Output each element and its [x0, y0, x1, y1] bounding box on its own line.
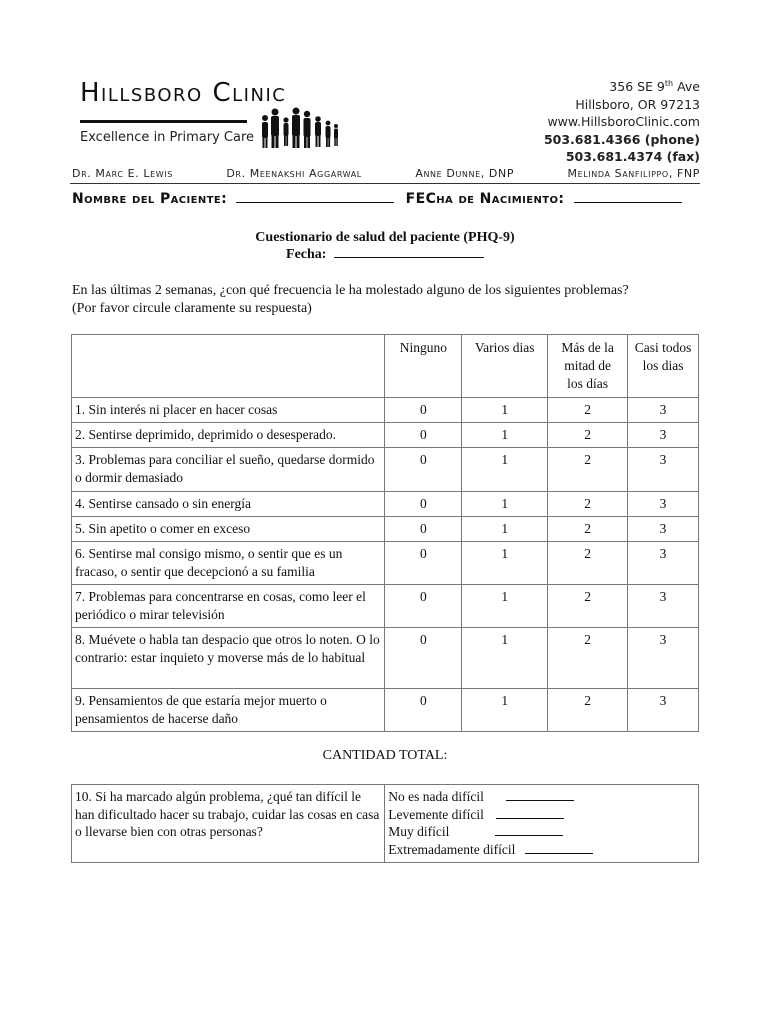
table-row — [72, 492, 699, 517]
column-header: Ninguno — [385, 335, 462, 398]
score-option[interactable]: 1 — [462, 628, 548, 689]
patient-info-row — [72, 191, 700, 207]
score-option[interactable]: 0 — [385, 689, 462, 732]
instructions — [72, 282, 712, 318]
column-header: Más de la mitad de los días — [548, 335, 628, 398]
score-option[interactable]: 1 — [462, 448, 548, 492]
form-title: Cuestionario de salud del paciente (PHQ-9) — [255, 230, 515, 245]
header-divider — [70, 183, 700, 184]
table-row — [72, 398, 699, 423]
form-date-row — [0, 246, 770, 263]
table-row — [72, 517, 699, 542]
address-city: Hillsboro, OR 97213 — [575, 96, 700, 112]
staff-member: Anne Dunne, DNP — [415, 167, 515, 180]
score-option[interactable]: 0 — [385, 423, 462, 448]
clinic-address — [544, 75, 700, 166]
score-option[interactable]: 0 — [385, 628, 462, 689]
instructions-line: En las últimas 2 semanas, ¿con qué frecuencia le ha molestado alguno de los siguientes problemas? — [72, 283, 629, 298]
score-option[interactable]: 3 — [628, 448, 699, 492]
score-option[interactable]: 1 — [462, 542, 548, 585]
total-score-label: CANTIDAD TOTAL: — [322, 748, 448, 763]
difficulty-option[interactable]: No es nada difícil — [388, 788, 695, 806]
score-option[interactable]: 3 — [628, 423, 699, 448]
form-date-field[interactable] — [334, 246, 484, 258]
score-option[interactable]: 0 — [385, 448, 462, 492]
header-question-cell — [72, 335, 385, 398]
staff-member: Dr. Meenakshi Aggarwal — [226, 167, 362, 180]
score-option[interactable]: 0 — [385, 542, 462, 585]
table-row — [72, 542, 699, 585]
clinic-tagline: Excellence in Primary Care — [80, 130, 255, 145]
score-option[interactable]: 2 — [548, 542, 628, 585]
score-option[interactable]: 2 — [548, 628, 628, 689]
difficulty-option[interactable]: Levemente difícil — [388, 806, 695, 824]
score-option[interactable]: 3 — [628, 398, 699, 423]
column-header: Varios dias — [462, 335, 548, 398]
score-option[interactable]: 0 — [385, 398, 462, 423]
staff-member: Dr. Marc E. Lewis — [72, 167, 173, 180]
score-option[interactable]: 3 — [628, 585, 699, 628]
question-cell: 2. Sentirse deprimido, deprimido o desesperado. — [72, 423, 385, 448]
question-cell: 6. Sentirse mal consigo mismo, o sentir que es un fracaso, o sentir que decepcionó a su familia — [72, 542, 385, 585]
score-option[interactable]: 1 — [462, 423, 548, 448]
score-option[interactable]: 1 — [462, 585, 548, 628]
table-row — [72, 585, 699, 628]
difficulty-table — [71, 784, 699, 863]
score-option[interactable]: 2 — [548, 398, 628, 423]
difficulty-options — [385, 785, 699, 863]
table-row — [72, 689, 699, 732]
score-option[interactable]: 3 — [628, 517, 699, 542]
family-logo-icon — [255, 106, 341, 150]
score-option[interactable]: 0 — [385, 492, 462, 517]
score-option[interactable]: 1 — [462, 517, 548, 542]
score-option[interactable]: 0 — [385, 517, 462, 542]
question-cell: 4. Sentirse cansado o sin energía — [72, 492, 385, 517]
question-cell: 8. Muévete o habla tan despacio que otros lo noten. O lo contrario: estar inquieto y moverse más de lo habitual — [72, 628, 385, 689]
address-street: 356 SE 9th Ave — [609, 79, 700, 95]
score-option[interactable]: 1 — [462, 689, 548, 732]
question-cell: 9. Pensamientos de que estaría mejor muerto o pensamientos de hacerse daño — [72, 689, 385, 732]
table-header-row — [72, 335, 699, 398]
table-row — [72, 423, 699, 448]
question-cell: 3. Problemas para conciliar el sueño, quedarse dormido o dormir demasiado — [72, 448, 385, 492]
table-row — [72, 448, 699, 492]
patient-dob-field[interactable] — [574, 191, 682, 203]
instructions-line: (Por favor circule claramente su respuesta) — [72, 301, 312, 316]
difficulty-option[interactable]: Extremadamente difícil — [388, 841, 695, 859]
question-cell: 1. Sin interés ni placer en hacer cosas — [72, 398, 385, 423]
form-date-label: Fecha: — [286, 247, 327, 262]
score-option[interactable]: 2 — [548, 492, 628, 517]
score-option[interactable]: 2 — [548, 585, 628, 628]
patient-name-field[interactable] — [236, 191, 394, 203]
score-option[interactable]: 2 — [548, 423, 628, 448]
difficulty-question: 10. Si ha marcado algún problema, ¿qué tan difícil le han dificultado hacer su trabajo, cuidar las cosas en casa o llevarse bien con otras personas? — [72, 785, 385, 863]
clinic-phone: 503.681.4366 (phone) — [543, 131, 700, 147]
table-row — [72, 785, 699, 863]
phq9-table — [71, 334, 699, 732]
score-option[interactable]: 0 — [385, 585, 462, 628]
score-option[interactable]: 3 — [628, 628, 699, 689]
clinic-website: www.HillsboroClinic.com — [547, 114, 700, 130]
clinic-fax: 503.681.4374 (fax) — [565, 149, 700, 165]
clinic-name: Hillsboro Clinic — [80, 78, 287, 108]
difficulty-option[interactable]: Muy difícil — [388, 823, 695, 841]
score-option[interactable]: 2 — [548, 448, 628, 492]
patient-name-label: Nombre del Paciente: — [72, 191, 228, 207]
score-option[interactable]: 1 — [462, 492, 548, 517]
column-header: Casi todos los dias — [628, 335, 699, 398]
score-option[interactable]: 3 — [628, 689, 699, 732]
question-cell: 5. Sin apetito o comer en exceso — [72, 517, 385, 542]
patient-dob-label: FECha de Nacimiento: — [405, 191, 565, 207]
score-option[interactable]: 2 — [548, 689, 628, 732]
staff-list — [72, 167, 700, 180]
score-option[interactable]: 1 — [462, 398, 548, 423]
score-option[interactable]: 3 — [628, 542, 699, 585]
clinic-name-underline — [80, 120, 247, 123]
score-option[interactable]: 3 — [628, 492, 699, 517]
table-row — [72, 628, 699, 689]
score-option[interactable]: 2 — [548, 517, 628, 542]
staff-member: Melinda Sanfilippo, FNP — [567, 167, 700, 180]
question-cell: 7. Problemas para concentrarse en cosas, como leer el periódico o mirar televisión — [72, 585, 385, 628]
